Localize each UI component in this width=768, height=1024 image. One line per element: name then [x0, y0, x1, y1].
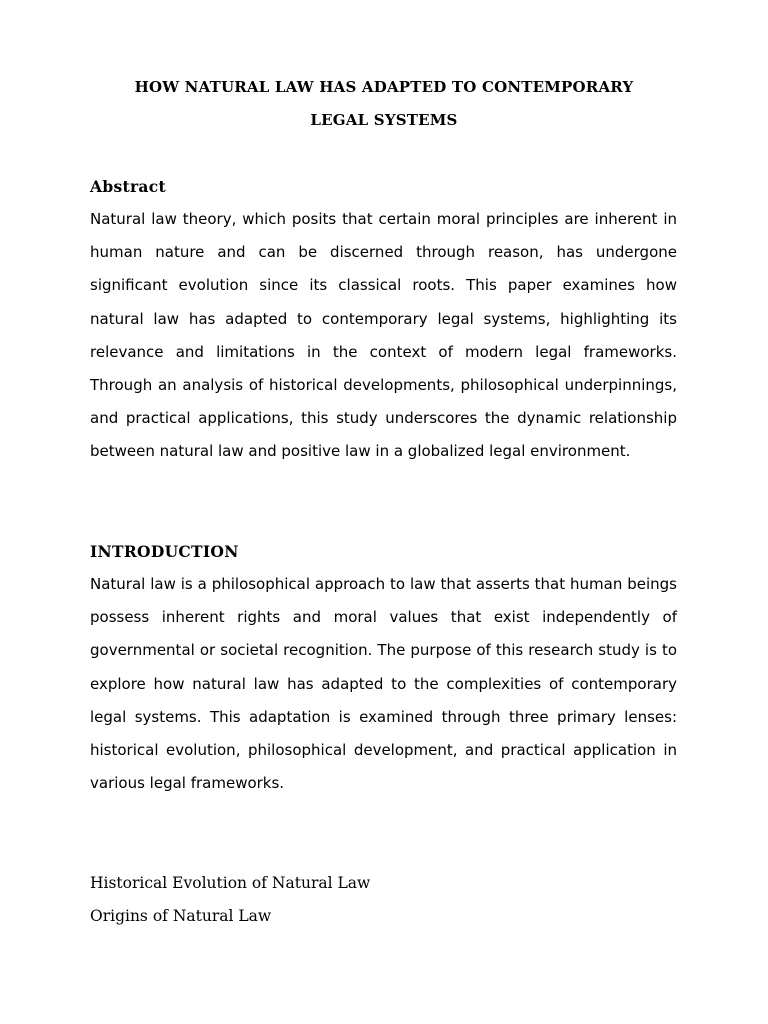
paper-title-line-2: LEGAL SYSTEMS — [310, 111, 458, 129]
section-heading: Historical Evolution of Natural Law — [90, 874, 371, 892]
paper-title-line-1: HOW NATURAL LAW HAS ADAPTED TO CONTEMPORARY — [134, 78, 634, 96]
introduction-heading: INTRODUCTION — [90, 542, 239, 561]
subsection-heading: Origins of Natural Law — [90, 907, 272, 925]
introduction-paragraph: Natural law is a philosophical approach to law that asserts that human beings possess inherent rights and moral values that exist independently of governmental or societal recognition. The purpose of this research study is to explore how natural law has adapted to the complexities of contemporary legal systems. This adaptation is examined through three primary lenses: historical evolution, philosophical development, and practical application in various legal frameworks. — [90, 575, 677, 793]
abstract-heading: Abstract — [90, 177, 166, 196]
abstract-paragraph: Natural law theory, which posits that certain moral principles are inherent in human nature and can be discerned through reason, has undergone significant evolution since its classical roots. This paper examines how natural law has adapted to contemporary legal systems, highlighting its relevance and limitations in the context of modern legal frameworks. Through an analysis of historical developments, philosophical underpinnings, and practical applications, this study underscores the dynamic relationship between natural law and positive law in a globalized legal environment. — [90, 210, 677, 461]
